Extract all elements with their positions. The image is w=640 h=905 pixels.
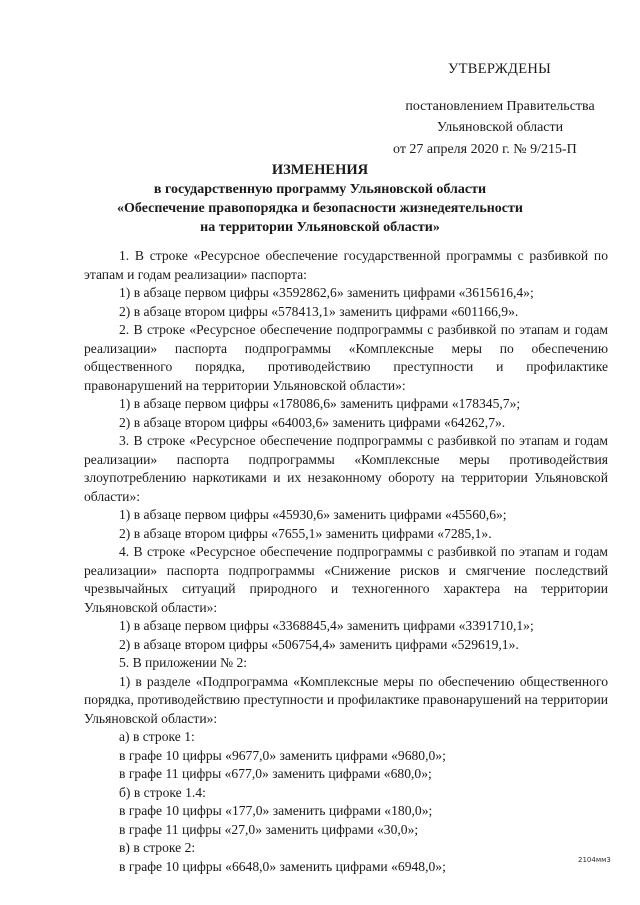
document-subtitle-2: «Обеспечение правопорядка и безопасности жизнедеятельности: [117, 201, 523, 216]
paragraph: в графе 10 цифры «177,0» заменить цифрами «180,0»;: [119, 803, 433, 818]
document-title: ИЗМЕНЕНИЯ: [271, 162, 369, 178]
approval-line-2: Ульяновской области: [436, 120, 564, 135]
paragraph: 1) в абзаце первом цифры «3368845,4» заменить цифрами «3391710,1»;: [119, 618, 534, 633]
paragraph: 2) в абзаце втором цифры «7655,1» заменить цифрами «7285,1».: [119, 525, 492, 541]
paragraph: 1. В строке «Ресурсное обеспечение государственной программы с разбивкой по этапам и годам реализации» паспорта:: [84, 248, 608, 282]
paragraph: б) в строке 1.4:: [119, 784, 206, 800]
paragraph: 1) в абзаце первом цифры «45930,6» заменить цифрами «45560,6»;: [119, 507, 507, 522]
paragraph: 4. В строке «Ресурсное обеспечение подпрограммы с разбивкой по этапам и годам реализации» паспорта подпрограммы «Снижение рисков и смягчение последствий чрезвычайных ситуаций природного и техногенного характера на территории Ульяновской области»:: [84, 544, 608, 615]
footer-stamp: 2104мм3: [578, 856, 611, 864]
paragraph: 5. В приложении № 2:: [119, 655, 248, 670]
document-subtitle-3: на территории Ульяновской области»: [200, 220, 440, 235]
paragraph: в графе 10 цифры «6648,0» заменить цифрами «6948,0»;: [119, 858, 446, 874]
paragraph: 3. В строке «Ресурсное обеспечение подпрограммы с разбивкой по этапам и годам реализации» паспорта подпрограммы «Комплексные меры противодействия злоупотреблению наркотиками и их незаконному обороту на территории Ульяновской области»:: [84, 433, 608, 504]
approval-block: [380, 96, 620, 138]
paragraph: 2. В строке «Ресурсное обеспечение подпрограммы с разбивкой по этапам и годам реализации» паспорта подпрограммы «Комплексные меры по обеспечению общественного порядка, противодействию преступности и профилактике правонарушений на территории Ульяновской области»:: [84, 322, 608, 393]
document-body: [84, 247, 608, 876]
approval-heading: УТВЕРЖДЕНЫ: [448, 61, 552, 77]
paragraph: в графе 11 цифры «677,0» заменить цифрами «680,0»;: [119, 766, 432, 781]
paragraph: а) в строке 1:: [119, 729, 195, 744]
document-subtitle-1: в государственную программу Ульяновской области: [153, 182, 487, 197]
paragraph: в) в строке 2:: [119, 840, 196, 855]
paragraph: в графе 10 цифры «9677,0» заменить цифрами «9680,0»;: [119, 747, 446, 763]
paragraph: 1) в абзаце первом цифры «178086,6» заменить цифрами «178345,7»;: [119, 396, 521, 411]
paragraph: 2) в абзаце втором цифры «64003,6» заменить цифрами «64262,7».: [119, 414, 506, 430]
paragraph: 1) в абзаце первом цифры «3592862,6» заменить цифрами «3615616,4»;: [119, 285, 534, 300]
paragraph: 2) в абзаце втором цифры «506754,4» заменить цифрами «529619,1».: [119, 636, 519, 652]
paragraph: в графе 11 цифры «27,0» заменить цифрами «30,0»;: [119, 821, 419, 837]
paragraph: 1) в разделе «Подпрограмма «Комплексные меры по обеспечению общественного порядка, противодействию преступности и профилактике правонарушений на территории Ульяновской области»:: [84, 673, 608, 726]
approval-date: от 27 апреля 2020 г. № 9/215-П: [393, 142, 577, 157]
paragraph: 2) в абзаце втором цифры «578413,1» заменить цифрами «601166,9».: [119, 303, 519, 319]
approval-line-1: постановлением Правительства: [405, 99, 595, 114]
